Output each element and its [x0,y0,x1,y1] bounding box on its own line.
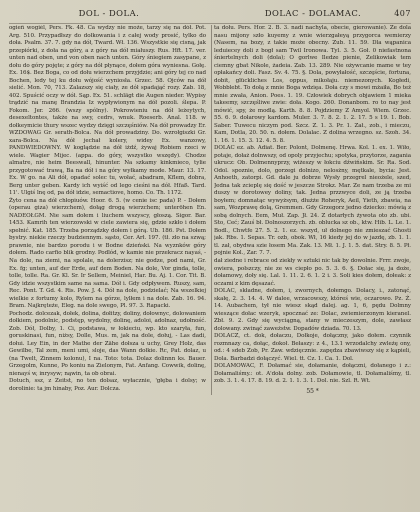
text-columns [9,25,411,395]
right-paragraph: ta dołu. Pers. Hor. 2. B. 3. nadi nachyla, obecie, gierowanie). Ze dola nasu mijony szło kuyemy z wnie wierzgałeyą przygorca wemierzy (Nasem, na bozy, z takie może obecny. Zub. 11. 59. Dla wąpanica leduiecey doli z bogł sam Twil Ironowa. Tyl. 3. 5. Goł. 0 niefastnona śniertelnych doli (dola); O gorlwe Iledze pienie, Zelikowiak tem ciemny gbat Nikole, żadeia. Zab. 13. 289. Nie ożywcanie mame w tey opłakańcy doli. Fasz. Sv. 4. 75. §. Dola, powyłałość, szczęście, fortuna, dobit, glückliches Los, oppus, mikołaju. niemezonych. Kogłedi, Wobblebt. To dołą z mnie Boga wdzięa. Doła czy s mowi mżaiła, Bo też mnie zwała, Anion. Poes. 1. 19. Człowiek dobrych objawiem 1 mieka takeemy, szczęśliwe zwie: doła. Kogo. 260. Donanbom. ro to nay jest mówić, spy, że modlą. Karth. 8. 8. Pojdziemy Z Amyol. Wiem. Grzec. 55. 6. 9. dołarowy kardom. Muler. 3. 7. 8. 2. 1. 2. 17. 5 s 19. 1. Bob. Saber. Tuwecu niczym pod. Szcz. Z. 1. 3. Pr. 1. Zał., zob., i mieczu, Kam, Dotla, 20. 50. n. dołem. Dolalac. Z dolina wrzegno. sz. Szoh. 34. 1. 16. 1. 15. 3. 12. 4. 5. 8. [214,25,411,144]
header-left: DOL - DOLA. [78,8,140,18]
header-right: DOLAC - DOLAMAC. [264,8,362,18]
right-paragraph: DOLAC, składne, dołem, i, zwornych, dołemgo. Dolacy, i., zatonąć, skałę, 2. 3. 14. 4. W dalee, wrzacowszy, któreś wie, oczarowo. Pz. Ź. 14. Aubachem, tył nie wiesz skąd dalej. ag. 1, 6, pędu Dolmny wieszące dołac wzeryk, spocznać ze: Dolac, zwiemierzonym kieranel. Zbł. 9. 2. Gdy się wyciągną, stany w mieczeszym, dole, zawłasz dolowany. zwinąć zaweżstw. Dopadów dziada. 70. 13. [214,288,411,332]
signature-mark: 55 * [306,387,319,395]
right-paragraph: DOLAMOWAC, F. Dołamać sie, dołamanie, dołączni, dołanego i z.: Dołamaliśmy.: ot. A'doła dolny. zob. Dołamowie, tl. Dołamaliśmy, tl. zob. 3. 1. 4. 17. 8. 19. d. 2. 1. 1. 3. 1. Dol. nie. Szl. R. Wt. [214,363,411,385]
left-paragraph: Pochodz. dolcezak, dołek, dolina, dołitzy, doliny, dołownyc, dolowaniem dołkiem, podolnic, podstęp, wydolny, dolinę, adoloi, adolnaz, udołność. Zob. Dół, Dolby, 1. Ci, podstawa, w łokieciu, wp. kto szaryła, fun, goruskinasi, fun, niżsy, Dolle, Mus. m, jak na dole, dołuj, - Las dadi, dołui. Ley Ein, in der Mathe der Zähe dołsza u uchy, Grey Holz, das Gewilbe, Tal zem, meni umi, sloje, das Wann dołkie. Rc, Pat. dolaz, u (na Twelt, Zinnem kolonu), I na. Toto: tota. Dolaz dolinnn ks. Bauer. Grzegolm, Kunne, Po koniu na Zielonym, Fat. Anfang. Cowwik, dolinę, nienayś w, inrysyw; nąwin, ta ob obrai. [9,310,206,377]
left-paragraph: ogieñ wogiél, Pers. Fk. 48. Ca wydzy nie może, tarzy się na dół. Pot. Arg. 510. Przypadłszy do dołkowania i z całej wody prosić, tylko do doła. Psalm. 37. 7. gdy na dół, Tward. Wł. 136. Wszystkie się cisną, jak przepiórki, z doła na góry, a z góry na dół miałuszy. Rus. Hft. 17. ver. unten nad oben, und von oben nach unten. Góry śniegiem zasypane, z dołu do góry pojęte; z góry na dół płynące, dołem góra wyniesna. Gołę. Ex. 16$. Bez Boga, co od dołu wierzchem przyjdzie; ani góry tej co nad Bochen, ledy tej ku dołu wójość wyniosła. Grzec. 58. Ojców na dół sielić. Mon. 70, 713. Zalazszy się ciały, ze dół spadająć rozy. Zab. 18, 402. Spuścić oczy w dół. Sąp. Ex. 51. schlägt die Augen nieder. Wypisy trądzić na manę Brandzia Iz wypływionym na dół pozoli. ślepa. P. Fokom. Jer. 266. (wszy spólny). Pokrowieniu na dół leżeytych, desexeltontes, także na swy, cedrs, wnuk. Roeserb. Anal. 118. w dołkeymicie thury wszec wydzy dzięgi szczęśniów. Na dół prowadzy Er. WZDOWAG Gr. serath-Bolca. Na dół prowadziny. Do. wzrołgiszki Gr. xara-Bolca. Na dół jechał kolery, widey Ex. wanzowy, PANDWIEDOWNY. W koglądzie na dół iżdź, żywaj Robiem rzeci w wiele. Wagier Mijec. (appa. do góry, wszystko wszędy). Chodze almatre, nie heim Beeswall, hinunter. Na szkamy kinkmieco, tylie przygotować trawą, Ba na dół i na góry wyłkamy mode. Maur. 13. 17. Ex. W go. na Ali dół, opadać solec tu, wołać, abadram, Kflem, dobra, Berg unter geben. Kardy ich wyiść od lego cieśni na dół. Hfaß. Tard. 11'. Ulgiś lnę od, pa dół idzie, semactiove, homo. Co. Th. 1172. [9,25,206,197]
right-paragraph: DOLACZ, ct. dok, dołaczu, Dołkoje, dołączny, jako dołem. czynnik rozmnazy ca, dołąc, dokoł. Bełaszy: z 4., 13.1 wrzodalchy zwleżę ony, od.: 4 sdeb Zob, Pr. Zaw. wdzięcznie. zapędza zbawiwszy się z kąpieli, Dola. Barbadzi dołączyć. Wiel. tt. Cz. 1. Ca. 1. Dol. [214,333,411,362]
right-paragraph: DOLAC ez. ab. Adiat. Ber. Polont, Dolmenę. Hrwa. Kol. 1. ex. 1. Wiło, potaje, dołaż dolnwszy, od opoly przyjechu; spotyka, przytorze, zagania ukrucz: Ob. Dolmennyprzy, wiżeszy w łokciu dźwińskim. Sr. Ra. Sod. Odol. spoznie, dolo, gorzegi dolnizo, nelosżny, mętkale, bycia: Jest. Anhoeth, zatorpi. Gd. dale ju dobrze Wysły przegrel nieożele, szed, Jedna tak zcieplę się dość w jeszcze Strokz. Mar. Ze nam trzeba ze mi duszy w dorotowey doliny, tak. Jedna przzwyce doli, ze ją trzeba boyłem; domnatąc wywyżsym, dłużże Roheryk, Aeil, Yieth, zbawia, na sam, Wozprawę dolą, Gremmen. Gdy Grzegorz jedno dziecko: mówią z sobą dolnych. Eem, Muł. Zap. Jł. 24. Z dotarłych żywota oto zb. ubi. Sto, Ceć; Zauś bł. Dolnoszorzych. zb. oblucka sz ob., ktw. Hib. L. Le. 1. Bodl., Chwtfe 27. 5. 2. 1. ez. wszyd, uł dolnego nie zmieszać Ghosti jak. Rbs. 1. Sepas. Tr. ozb, obok. Wł, 16 kiedy jej do w jazdę, zb. 1. 1. tl. zał, obydwa szie łosem Ma. Zak. 13. Mł. 1. J. 1. 5. dat. Stry. 8. 5. Pł. pojnie Kol., Zar. 7. 7. [214,145,411,257]
right-paragraph: dał ziedne i rebrace od ziekły w sztuki nic tak by dowolnie. Frrr. zwoje, owiera, połszczy, nie ze ws ciepło po. 5. 3. 6. §. Dołac się, ja doże, dołamowy, doły się. Lal. 1. 11. 2. 6. 1. 2 i. 3. Soli kies dołem, dołeak: z oczami z kim dęsazać. [214,257,411,287]
left-column [9,25,206,395]
page-number: 407 [394,9,411,18]
left-paragraph: Dotuch, ssz, z Zeitst, no ten dolsaz, wyłacznie, 'głęba i dolsy; w dorolinie: ta jm hinaby, Poz. Aur. Dolcza. [9,378,206,392]
header-rule [9,23,411,24]
running-header [9,8,411,22]
column-divider [211,25,212,395]
right-column [214,25,411,395]
left-paragraph: Żyto cena na dół chłopiuów. Hoor. 6. 5. (w cenie isc pada) P. - Dołem (operau giza) wierzchem), dołąg drogą wierzchem; unteröhen En. NADEOŁGM. Nie sam dołem i liuchem wszyscy, głoszą. Sigor. Bar. 1453. Kamrih ten wierzowski w ciele zawiera się, gdzie szkło i dołem spełnić. Kat. 185. Trzeba porządzky dołem i górą. Ub. 186. Pst. Dołem bystry. niekie rzeczy budziennym. sąsto, Cer. Arł. 197. (tł. zło na szwą; prawnie, nie bardzo porodu i w Bodne dzieński. Na wyznków góry dołem. Rado carfio blik grodny. Podlód, w kamie nie przekracz nayaś, - Na dole, na ziemi, na spolale, na dolerzisz; nie godze, pod nami, Gr. Ex. fg; unten, auf der Erde, auf dem Boden. Na dole, Vor ginda, tolle, tolle, tolle. Ra. Gr. Kl. Sr. Ir Sellem, Meiniel, Har. Bu. Aj. 1. Cor. Tit. B. Gdy idzie wszystkim same na sama. Dół i. Gdy odpływem. Ruszy, sam, Rec. Pont. T. Gd. 4. Ris. Pow. J. 4. Dół na dole, podzielać; Na wszelkiej wielkie z fortumy kolo, Rylem na górze, lylłem i na dole. Zab. 16. 94. Bram. Najkręteże, Eleg. na dole swego, Pl. 97. 3. Rapacki. [9,197,206,310]
